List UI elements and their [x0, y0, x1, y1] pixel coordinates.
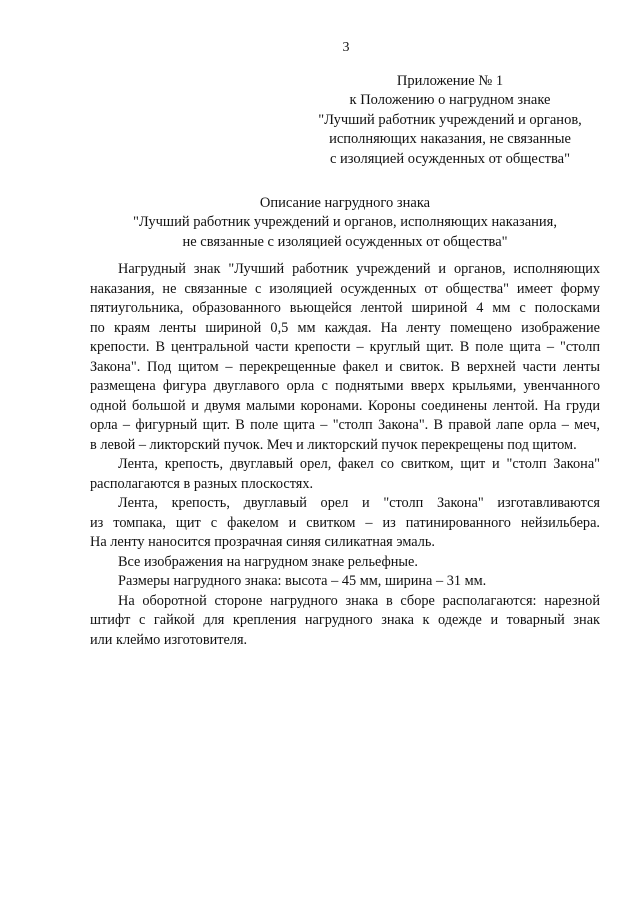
paragraph-line: Лента, крепость, двуглавый орел и "столп Закона" изготавливаются	[118, 495, 600, 511]
paragraph	[90, 572, 600, 592]
paragraph-line: Все изображения на нагрудном знаке рельефные.	[118, 553, 418, 570]
paragraph	[90, 260, 600, 455]
paragraph-line: в левой – ликторский пучок. Меч и ликторский пучок перекрещены под щитом.	[90, 436, 577, 453]
body-text	[90, 260, 600, 650]
paragraph-line: На оборотной стороне нагрудного знака в сборе располагаются: нарезной	[118, 592, 600, 609]
paragraph-line: Лента, крепость, двуглавый орел, факел со свитком, щит и "столп Закона"	[118, 456, 600, 472]
title-line: не связанные с изоляцией осужденных от общества"	[182, 233, 508, 250]
paragraph	[90, 494, 600, 553]
paragraph-line: Закона". Под щитом – перекрещенные факел и свиток. В верхней части ленты	[90, 358, 600, 375]
paragraph-line: орла – фигурный щит. В поле щита – "столп Закона". В правой лапе орла – меч,	[90, 417, 600, 433]
paragraph-line: штифт с гайкой для крепления нагрудного знака к одежде и товарный знак	[90, 612, 600, 628]
paragraph-line: Размеры нагрудного знака: высота – 45 мм, ширина – 31 мм.	[118, 573, 487, 589]
paragraph	[90, 592, 600, 651]
paragraph-line: размещена фигура двуглавого орла с поднятыми вверх крыльями, увенчанного	[90, 378, 600, 394]
paragraph-line: располагаются в разных плоскостях.	[90, 475, 314, 492]
appendix-line: "Лучший работник учреждений и органов,	[318, 111, 582, 128]
title-line: "Лучший работник учреждений и органов, исполняющих наказания,	[133, 214, 557, 231]
paragraph-line: На ленту наносится прозрачная синяя силикатная эмаль.	[90, 534, 435, 550]
document-title	[90, 194, 600, 252]
paragraph-line: или клеймо изготовителя.	[90, 631, 248, 648]
appendix-line: исполняющих наказания, не связанные	[329, 131, 571, 148]
paragraph	[90, 455, 600, 494]
appendix-line: к Положению о нагрудном знаке	[349, 92, 551, 109]
paragraph-line: крепости. В центральной части крепости – круглый щит. В поле щита – "столп	[90, 339, 600, 355]
paragraph-line: пятиугольника, образованного вьющейся лентой шириной 4 мм с полосками	[90, 300, 600, 316]
paragraph-line: одной большой и двумя малыми коронами. Короны соединены лентой. На груди	[90, 397, 600, 414]
paragraph-line: Нагрудный знак "Лучший работник учреждений и органов, исполняющих	[118, 261, 600, 277]
appendix-line: с изоляцией осужденных от общества"	[329, 150, 571, 167]
page-number: 3	[342, 40, 350, 55]
paragraph	[90, 553, 600, 573]
paragraph-line: наказания, не связанные с изоляцией осужденных от общества" имеет форму	[90, 280, 600, 297]
paragraph-line: по краям ленты шириной 0,5 мм каждая. На ленту помещено изображение	[90, 319, 600, 336]
paragraph-line: из томпака, щит с факелом и свитком – из патинированного нейзильбера.	[90, 514, 600, 531]
appendix-header	[300, 72, 600, 169]
appendix-line: Приложение № 1	[396, 73, 504, 89]
title-line: Описание нагрудного знака	[259, 195, 431, 211]
